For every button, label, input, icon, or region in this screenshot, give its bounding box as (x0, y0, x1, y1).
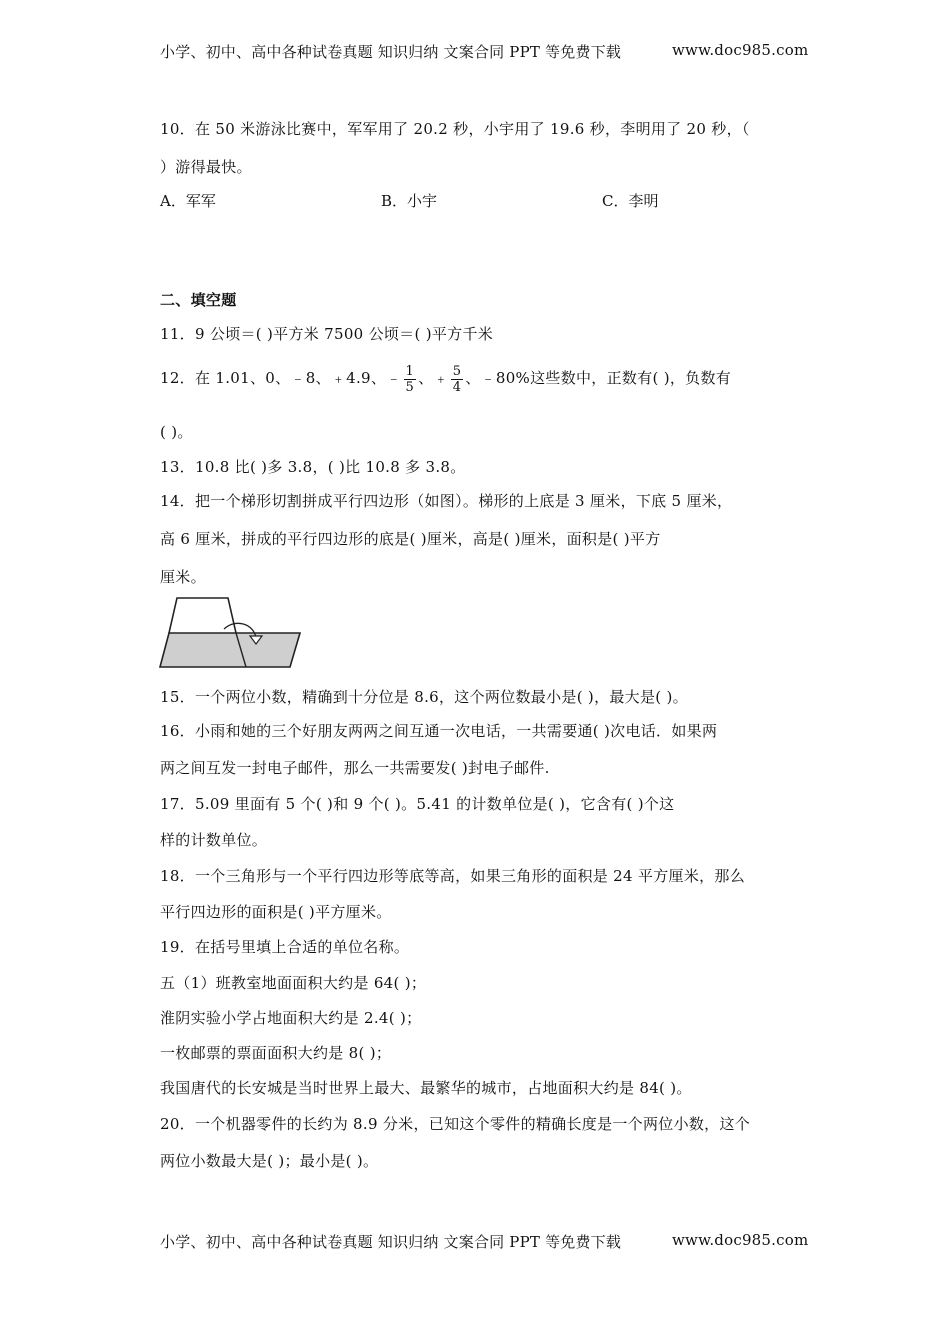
q16-line1: 16．小雨和她的三个好朋友两两之间互通一次电话，一共需要通( )次电话．如果两 (160, 722, 718, 740)
q12-pre: 12．在 1.01、0、﹣8、﹢4.9、﹣ (160, 369, 402, 387)
q14-line2: 高 6 厘米，拼成的平行四边形的底是( )厘米，高是( )厘米，面积是( )平方 (160, 530, 661, 548)
q18-line2: 平行四边形的面积是( )平方厘米。 (160, 903, 392, 921)
q13: 13．10.8 比( )多 3.8，( )比 10.8 多 3.8。 (160, 458, 466, 476)
q19-line5: 我国唐代的长安城是当时世界上最大、最繁华的城市，占地面积大约是 84( )。 (160, 1079, 692, 1097)
q11: 11．9 公顷＝( )平方米 7500 公顷＝( )平方千米 (160, 325, 494, 343)
page-header (160, 41, 809, 62)
footer-text: 小学、初中、高中各种试卷真题 知识归纳 文案合同 PPT 等免费下载 (160, 1233, 622, 1251)
q20-line1: 20．一个机器零件的长约为 8.9 分米，已知这个零件的精确长度是一个两位小数，这个 (160, 1115, 751, 1133)
page-footer (160, 1231, 809, 1252)
q10-line2: ）游得最快。 (160, 158, 252, 176)
header-text: 小学、初中、高中各种试卷真题 知识归纳 文案合同 PPT 等免费下载 (160, 43, 622, 61)
q19-line4: 一枚邮票的票面面积大约是 8( )； (160, 1044, 392, 1062)
header-site-link[interactable]: www.doc985.com (672, 41, 809, 59)
q19-line3: 淮阴实验小学占地面积大约是 2.4( )； (160, 1009, 422, 1027)
q10-option-b: B．小宇 (381, 192, 438, 210)
q12-post: 、﹣80%这些数中，正数有( )，负数有 (465, 369, 732, 387)
q19-line2: 五（1）班教室地面面积大约是 64( )； (160, 974, 427, 992)
q20-line2: 两位小数最大是( )；最小是( )。 (160, 1152, 379, 1170)
q10-option-c: C．李明 (602, 192, 659, 210)
fraction-denominator: 5 (405, 379, 415, 395)
q14-line1: 14．把一个梯形切割拼成平行四边形（如图）。梯形的上底是 3 厘米，下底 5 厘米， (160, 492, 733, 510)
q12-mid: 、﹢ (418, 369, 449, 387)
trapezoid-figure (158, 596, 304, 670)
q10-option-a: A．军军 (160, 192, 216, 210)
fraction-numerator: 1 (405, 363, 415, 379)
q10-line1: 10．在 50 米游泳比赛中，军军用了 20.2 秒，小宇用了 19.6 秒，李明用了 20 秒，（ (160, 120, 750, 138)
q17-line1: 17．5.09 里面有 5 个( )和 9 个( )。5.41 的计数单位是( )，它含有( )个这 (160, 795, 675, 813)
footer-site-link[interactable]: www.doc985.com (672, 1231, 809, 1249)
fraction-five-fourths (451, 364, 464, 395)
shaded-parallelogram (160, 633, 300, 667)
q18-line1: 18．一个三角形与一个平行四边形等底等高，如果三角形的面积是 24 平方厘米，那么 (160, 867, 746, 885)
q12-line2: ( )。 (160, 423, 193, 441)
section-title: 二、填空题 (160, 291, 237, 309)
fraction-denominator: 4 (452, 379, 462, 395)
q12-line1 (160, 354, 731, 402)
fraction-numerator: 5 (452, 363, 462, 379)
q19-line1: 19．在括号里填上合适的单位名称。 (160, 938, 410, 956)
q14-line3: 厘米。 (160, 568, 206, 586)
q17-line2: 样的计数单位。 (160, 831, 268, 849)
q15: 15．一个两位小数，精确到十分位是 8.6，这个两位数最小是( )，最大是( )。 (160, 688, 688, 706)
q16-line2: 两之间互发一封电子邮件，那么一共需要发( )封电子邮件. (160, 759, 550, 777)
fraction-one-fifth (404, 364, 417, 395)
